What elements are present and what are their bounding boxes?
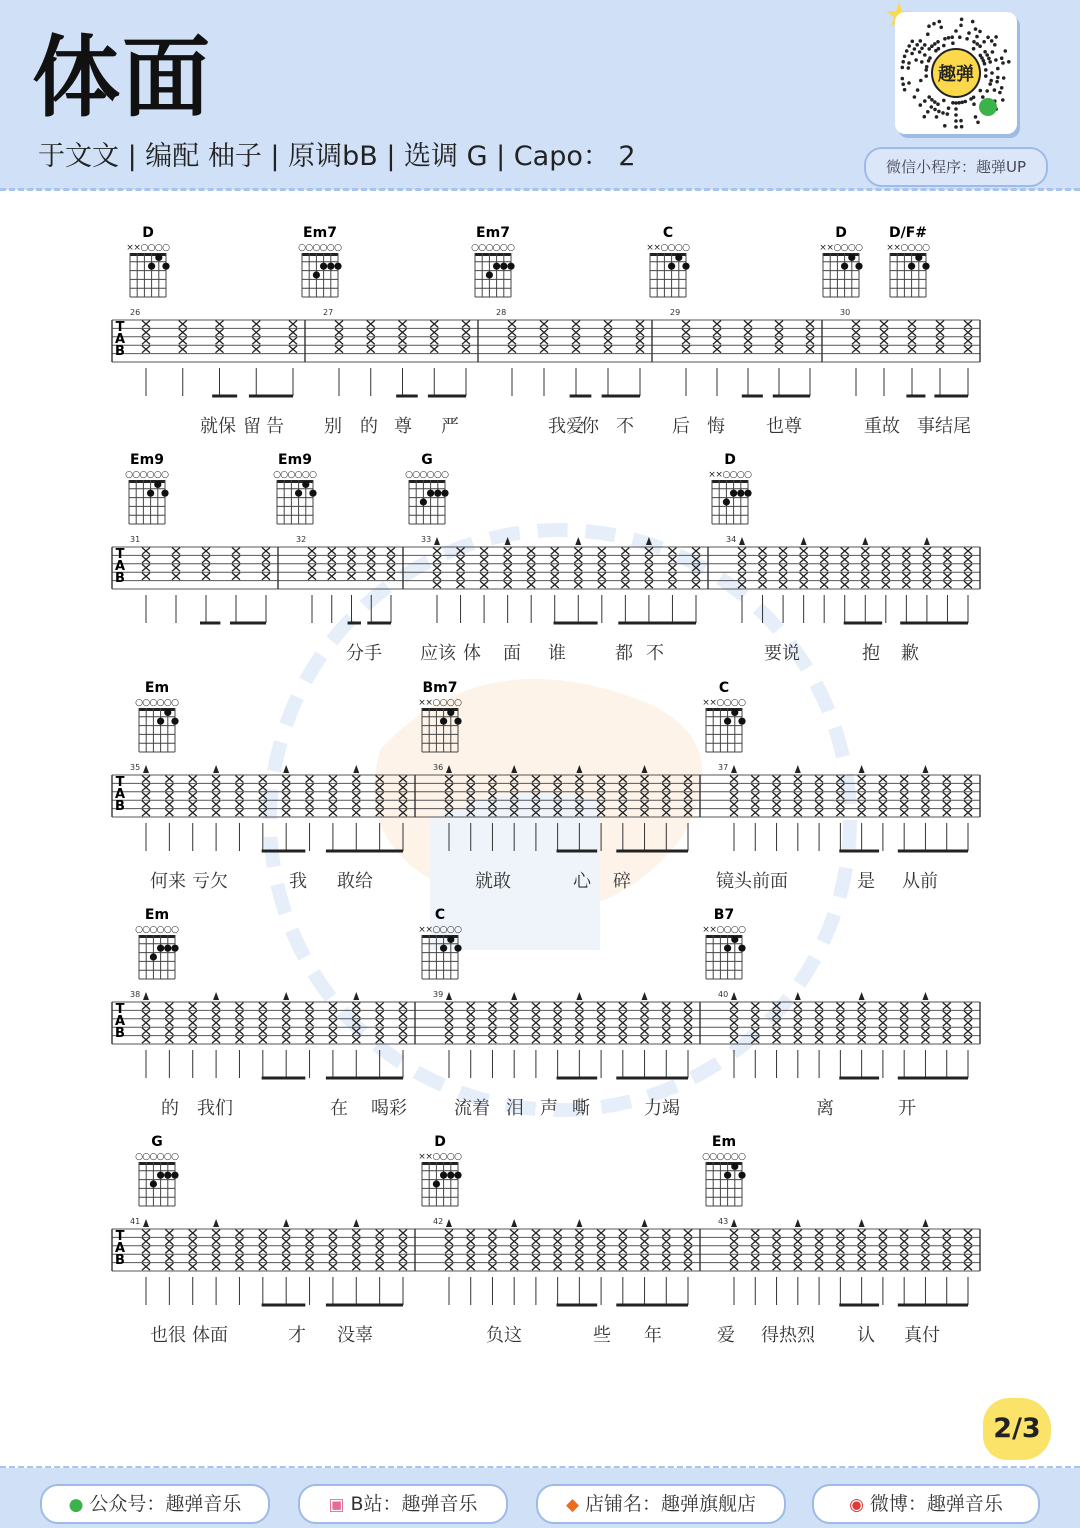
svg-text:○: ○ <box>682 243 690 253</box>
footer-link-bilibili[interactable] <box>298 1484 508 1524</box>
chord-name: Em7 <box>476 225 510 241</box>
svg-text:○: ○ <box>723 698 732 708</box>
svg-text:○: ○ <box>135 925 143 935</box>
svg-text:○: ○ <box>139 470 148 480</box>
svg-text:×: × <box>653 243 661 253</box>
measure-number: 37 <box>718 763 729 772</box>
measure-number: 38 <box>130 990 141 999</box>
chord-name: C <box>662 225 674 241</box>
measure-number: 35 <box>130 763 141 772</box>
svg-text:○: ○ <box>161 470 169 480</box>
lyric-word: 都 <box>615 643 633 664</box>
lyric-word: 镜头前面 <box>716 871 788 892</box>
svg-text:○: ○ <box>722 470 731 480</box>
qr-logo-text: 趣弹 <box>938 64 974 85</box>
chord-name: Em9 <box>278 452 312 468</box>
chord-diagram <box>135 907 179 979</box>
svg-text:○: ○ <box>294 470 303 480</box>
chord-name: Em <box>711 1134 737 1150</box>
svg-text:○: ○ <box>729 470 738 480</box>
lyric-word: 就敢 <box>475 871 511 892</box>
tab-staff <box>112 535 980 623</box>
lyric-word: 不 <box>616 416 634 437</box>
svg-text:○: ○ <box>142 925 151 935</box>
lyric-word: 的 <box>161 1098 179 1119</box>
lyric-word: 面 <box>503 643 521 664</box>
svg-text:○: ○ <box>140 243 149 253</box>
measure-number: 28 <box>496 308 507 317</box>
lyric-word: 体面 <box>192 1325 228 1346</box>
svg-text:○: ○ <box>326 243 335 253</box>
svg-text:○: ○ <box>142 698 151 708</box>
svg-text:○: ○ <box>312 243 321 253</box>
lyric-word: 分手 <box>346 643 382 664</box>
bilibili-icon: ▣ <box>328 1495 345 1515</box>
svg-text:○: ○ <box>716 698 725 708</box>
chord-diagram <box>471 225 515 297</box>
lyric-word: 不 <box>646 643 664 664</box>
chord-name: D <box>724 452 736 468</box>
lyric-word: 喝彩 <box>371 1098 407 1119</box>
svg-text:○: ○ <box>319 243 328 253</box>
svg-text:○: ○ <box>146 470 155 480</box>
svg-text:○: ○ <box>900 243 909 253</box>
tab-staff <box>112 763 980 851</box>
lyric-word: 是 <box>857 871 875 892</box>
svg-text:○: ○ <box>171 698 179 708</box>
lyric-word: 谁 <box>548 643 566 664</box>
svg-text:×: × <box>886 243 894 253</box>
svg-text:×: × <box>425 925 433 935</box>
chord-diagram <box>125 452 169 524</box>
page-number: 2/3 <box>983 1398 1051 1460</box>
chord-diagram <box>135 680 179 752</box>
lyric-word: 严 <box>441 416 459 437</box>
lyric-word: 后 <box>672 416 690 437</box>
svg-text:○: ○ <box>142 1152 151 1162</box>
measure-number: 39 <box>433 990 444 999</box>
svg-text:○: ○ <box>439 1152 448 1162</box>
svg-text:×: × <box>418 698 426 708</box>
svg-text:○: ○ <box>730 925 739 935</box>
measure-number: 40 <box>718 990 729 999</box>
svg-text:○: ○ <box>709 1152 718 1162</box>
svg-text:○: ○ <box>334 243 342 253</box>
svg-text:○: ○ <box>153 470 162 480</box>
chord-diagram <box>405 452 449 524</box>
chord-diagram <box>418 907 462 979</box>
chord-name: C <box>434 907 446 923</box>
lyric-word: 事结尾 <box>917 416 971 437</box>
svg-text:○: ○ <box>132 470 141 480</box>
lyric-word: 告 <box>266 416 284 437</box>
tab-clef-letter: A <box>114 559 126 574</box>
chord-name: B7 <box>713 907 735 923</box>
tab-clef-letter: B <box>115 1026 125 1041</box>
svg-text:×: × <box>425 698 433 708</box>
svg-text:○: ○ <box>674 243 683 253</box>
chord-diagram <box>135 1134 179 1206</box>
lyric-word: 流着 <box>454 1098 490 1119</box>
measure-number: 42 <box>433 1217 444 1226</box>
lyric-word: 力竭 <box>644 1098 680 1119</box>
svg-text:×: × <box>893 243 901 253</box>
chord-diagram <box>418 680 462 752</box>
lyric-word: 开 <box>898 1098 916 1119</box>
tab-clef-letter: A <box>114 1014 126 1029</box>
svg-text:○: ○ <box>156 925 165 935</box>
svg-text:○: ○ <box>454 1152 462 1162</box>
lyric-word: 你 <box>581 416 599 437</box>
chord-diagram <box>418 1134 462 1206</box>
svg-text:○: ○ <box>156 1152 165 1162</box>
chord-diagram <box>708 452 752 524</box>
lyric-word: 心 <box>573 871 591 892</box>
measure-number: 36 <box>433 763 444 772</box>
lyric-word: 尊 <box>394 416 412 437</box>
svg-text:○: ○ <box>405 470 413 480</box>
svg-text:○: ○ <box>439 925 448 935</box>
chord-name: D <box>142 225 154 241</box>
lyric-word: 应该 <box>420 643 456 664</box>
svg-text:×: × <box>819 243 827 253</box>
chord-name: Em7 <box>303 225 337 241</box>
svg-text:○: ○ <box>454 925 462 935</box>
chord-diagram <box>646 225 690 297</box>
measure-number: 27 <box>323 308 334 317</box>
lyric-word: 别 <box>324 416 342 437</box>
svg-text:○: ○ <box>446 698 455 708</box>
svg-text:○: ○ <box>273 470 281 480</box>
measure-number: 30 <box>840 308 851 317</box>
svg-text:○: ○ <box>135 1152 143 1162</box>
measure-number: 34 <box>726 535 737 544</box>
svg-text:○: ○ <box>280 470 289 480</box>
svg-text:×: × <box>702 698 710 708</box>
lyric-word: 留 <box>243 416 261 437</box>
measure-number: 31 <box>130 535 141 544</box>
svg-text:○: ○ <box>446 925 455 935</box>
chord-diagram <box>886 225 930 297</box>
svg-text:○: ○ <box>507 243 515 253</box>
song-title: 体面 <box>32 26 213 129</box>
svg-text:○: ○ <box>922 243 930 253</box>
svg-text:×: × <box>708 470 716 480</box>
wechat-icon: ● <box>68 1495 84 1515</box>
svg-text:×: × <box>709 698 717 708</box>
lyric-word: 在 <box>330 1098 348 1119</box>
footer-label-weibo: 微博：趣弹音乐 <box>869 1493 1003 1515</box>
svg-text:○: ○ <box>914 243 923 253</box>
lyric-word: 才 <box>288 1325 306 1346</box>
tab-staff <box>112 1217 980 1305</box>
svg-text:○: ○ <box>162 243 170 253</box>
svg-text:○: ○ <box>840 243 849 253</box>
lyric-word: 我爱 <box>548 416 584 437</box>
svg-text:○: ○ <box>298 243 306 253</box>
measure-number: 32 <box>296 535 307 544</box>
svg-text:○: ○ <box>441 470 449 480</box>
lyric-word: 从前 <box>902 871 938 892</box>
lyric-word: 重故 <box>864 416 900 437</box>
svg-text:○: ○ <box>135 698 143 708</box>
tab-staff <box>112 308 980 396</box>
chord-name: G <box>151 1134 163 1150</box>
svg-text:○: ○ <box>163 698 172 708</box>
lyric-word: 些 <box>593 1325 611 1346</box>
lyric-word: 敢给 <box>337 871 373 892</box>
svg-text:○: ○ <box>492 243 501 253</box>
chord-name: G <box>421 452 433 468</box>
tab-clef-letter: B <box>115 344 125 359</box>
chord-diagram <box>819 225 863 297</box>
svg-text:○: ○ <box>667 243 676 253</box>
lyric-word: 就保 <box>200 416 236 437</box>
svg-text:×: × <box>709 925 717 935</box>
taobao-icon: ◆ <box>565 1495 580 1515</box>
tab-clef-letter: T <box>115 1229 125 1244</box>
svg-text:○: ○ <box>432 698 441 708</box>
svg-text:○: ○ <box>738 698 746 708</box>
miniprogram-label: 微信小程序：趣弹UP <box>864 147 1048 187</box>
lyric-word: 体 <box>463 643 481 664</box>
svg-text:○: ○ <box>305 243 314 253</box>
svg-text:×: × <box>702 925 710 935</box>
svg-text:×: × <box>715 470 723 480</box>
chord-diagram <box>273 452 317 524</box>
lyric-word: 声 <box>540 1098 558 1119</box>
chord-name: Bm7 <box>422 680 458 696</box>
svg-text:○: ○ <box>738 925 746 935</box>
svg-text:○: ○ <box>149 698 158 708</box>
svg-text:×: × <box>646 243 654 253</box>
svg-text:○: ○ <box>125 470 133 480</box>
svg-text:○: ○ <box>485 243 494 253</box>
svg-text:○: ○ <box>660 243 669 253</box>
svg-text:○: ○ <box>702 1152 710 1162</box>
chord-diagram <box>298 225 342 297</box>
tab-clef-letter: B <box>115 571 125 586</box>
tab-clef-letter: T <box>115 1002 125 1017</box>
svg-text:○: ○ <box>738 1152 746 1162</box>
svg-text:○: ○ <box>730 1152 739 1162</box>
svg-text:×: × <box>826 243 834 253</box>
footer-link-taobao[interactable] <box>536 1484 786 1524</box>
lyric-word: 嘶 <box>572 1098 590 1119</box>
chord-name: D <box>835 225 847 241</box>
chord-diagram <box>702 1134 746 1206</box>
svg-text:○: ○ <box>163 1152 172 1162</box>
lyric-word: 我们 <box>197 1098 233 1119</box>
lyric-word: 歉 <box>901 643 919 664</box>
svg-text:○: ○ <box>454 698 462 708</box>
svg-text:○: ○ <box>432 1152 441 1162</box>
svg-text:×: × <box>133 243 141 253</box>
svg-text:○: ○ <box>478 243 487 253</box>
tab-clef-letter: A <box>114 787 126 802</box>
svg-text:○: ○ <box>412 470 421 480</box>
chord-diagram <box>702 680 746 752</box>
lyric-word: 也尊 <box>766 416 802 437</box>
lyric-word: 的 <box>360 416 378 437</box>
svg-text:○: ○ <box>907 243 916 253</box>
chord-name: Em <box>144 907 170 923</box>
chord-name: Em9 <box>130 452 164 468</box>
lyric-word: 真付 <box>904 1325 940 1346</box>
chord-name: C <box>718 680 730 696</box>
lyric-word: 泪 <box>506 1098 524 1119</box>
tab-staff <box>112 990 980 1078</box>
lyric-word: 得热烈 <box>761 1325 815 1346</box>
svg-text:○: ○ <box>716 925 725 935</box>
lyric-word: 也很 <box>150 1325 186 1346</box>
svg-text:○: ○ <box>847 243 856 253</box>
chord-name: D/F# <box>888 225 928 241</box>
chord-diagram <box>702 907 746 979</box>
lyric-word: 碎 <box>613 871 631 892</box>
lyric-word: 亏欠 <box>192 871 228 892</box>
svg-text:○: ○ <box>433 470 442 480</box>
svg-text:×: × <box>418 1152 426 1162</box>
lyric-word: 没辜 <box>337 1325 373 1346</box>
svg-text:○: ○ <box>471 243 479 253</box>
lyric-word: 悔 <box>707 416 725 437</box>
svg-text:○: ○ <box>446 1152 455 1162</box>
tab-clef-letter: B <box>115 799 125 814</box>
footer-label-wechat: 公众号：趣弹音乐 <box>89 1493 242 1515</box>
tab-clef-letter: T <box>115 775 125 790</box>
measure-number: 29 <box>670 308 681 317</box>
lyric-word: 负这 <box>486 1325 522 1346</box>
svg-text:○: ○ <box>723 925 732 935</box>
lyric-word: 认 <box>857 1325 875 1346</box>
lyric-word: 年 <box>644 1325 662 1346</box>
chord-name: D <box>434 1134 446 1150</box>
chord-diagram <box>126 225 170 297</box>
lyric-word: 要说 <box>764 643 800 664</box>
svg-text:○: ○ <box>309 470 317 480</box>
measure-number: 41 <box>130 1217 141 1226</box>
song-subtitle: 于文文 | 编配 柚子 | 原调bB | 选调 G | Capo： 2 <box>38 141 636 172</box>
tab-clef-letter: T <box>115 320 125 335</box>
svg-text:×: × <box>126 243 134 253</box>
footer-label-taobao: 店铺名：趣弹旗舰店 <box>585 1493 757 1515</box>
svg-text:○: ○ <box>730 698 739 708</box>
tab-clef-letter: T <box>115 547 125 562</box>
footer-link-weibo[interactable] <box>812 1484 1040 1524</box>
svg-text:○: ○ <box>147 243 156 253</box>
lyric-word: 何来 <box>150 871 186 892</box>
svg-text:○: ○ <box>301 470 310 480</box>
svg-text:○: ○ <box>736 470 745 480</box>
footer-label-bilibili: B站：趣弹音乐 <box>350 1493 478 1515</box>
tab-clef-letter: B <box>115 1253 125 1268</box>
svg-text:○: ○ <box>426 470 435 480</box>
svg-text:○: ○ <box>419 470 428 480</box>
svg-text:○: ○ <box>855 243 863 253</box>
svg-text:○: ○ <box>499 243 508 253</box>
svg-text:○: ○ <box>432 925 441 935</box>
weibo-icon: ◉ <box>849 1495 864 1515</box>
svg-text:○: ○ <box>163 925 172 935</box>
tab-clef-letter: A <box>114 332 126 347</box>
lyric-word: 爱 <box>717 1325 735 1346</box>
svg-text:○: ○ <box>149 925 158 935</box>
svg-text:○: ○ <box>744 470 752 480</box>
lyric-word: 离 <box>816 1098 834 1119</box>
tab-clef-letter: A <box>114 1241 126 1256</box>
svg-text:○: ○ <box>439 698 448 708</box>
svg-text:○: ○ <box>287 470 296 480</box>
svg-text:○: ○ <box>154 243 163 253</box>
svg-text:×: × <box>425 1152 433 1162</box>
footer-link-wechat[interactable] <box>40 1484 270 1524</box>
svg-text:○: ○ <box>716 1152 725 1162</box>
svg-text:○: ○ <box>833 243 842 253</box>
chord-name: Em <box>144 680 170 696</box>
measure-number: 43 <box>718 1217 729 1226</box>
svg-text:×: × <box>418 925 426 935</box>
svg-text:○: ○ <box>156 698 165 708</box>
lyric-word: 我 <box>289 871 307 892</box>
svg-text:○: ○ <box>171 1152 179 1162</box>
lyric-word: 抱 <box>862 643 880 664</box>
measure-number: 26 <box>130 308 141 317</box>
measure-number: 33 <box>421 535 432 544</box>
svg-text:○: ○ <box>149 1152 158 1162</box>
svg-text:○: ○ <box>723 1152 732 1162</box>
svg-text:○: ○ <box>171 925 179 935</box>
